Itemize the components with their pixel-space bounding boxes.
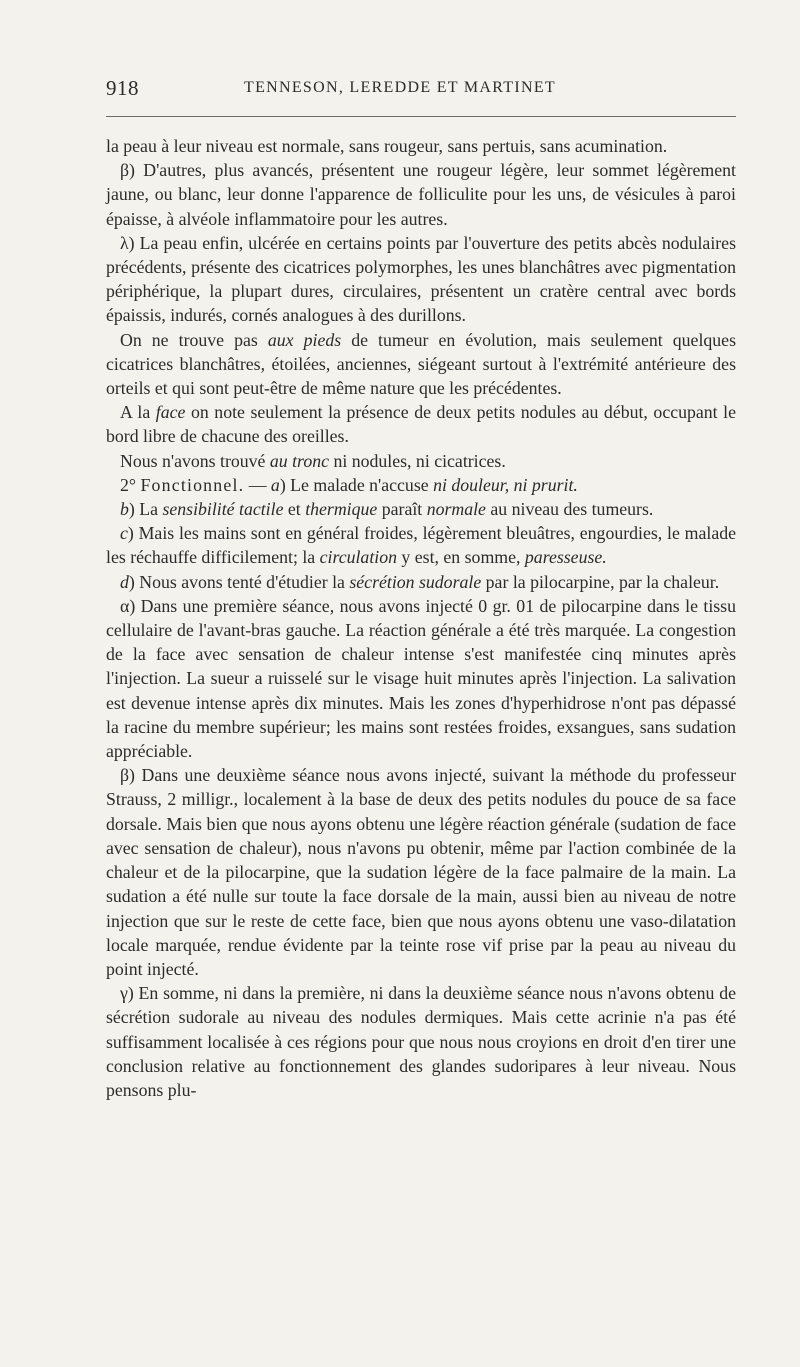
text-run: par la pilocarpine, par la chaleur. bbox=[481, 571, 720, 592]
italic-text-run: circulation bbox=[319, 547, 397, 568]
italic-text-run: face bbox=[155, 402, 186, 423]
paragraph bbox=[106, 449, 736, 473]
text-run: ni nodules, ni cicatrices. bbox=[329, 450, 506, 471]
text-run: ) Mais les mains sont en général froides, légèrement bleuâtres, engourdies, le malade les réchauffe difficilement; la bbox=[106, 523, 736, 568]
text-run: On ne trouve pas bbox=[120, 329, 268, 350]
text-run: λ) La peau enfin, ulcérée en certains points par l'ouverture des petits abcès nodulaires précédents, présente des cicatrices polymorphes, les unes blanchâtres avec pigmentation périphérique, la plupart dures, circulaires, présentent un cratère central avec bords épaissis, indurés, cornés analogues à des durillons. bbox=[106, 232, 736, 326]
text-run: la peau à leur niveau est normale, sans rougeur, sans pertuis, sans acumination. bbox=[106, 136, 668, 156]
page-number: 918 bbox=[106, 76, 139, 100]
paragraph bbox=[106, 981, 736, 1102]
paragraph bbox=[106, 328, 736, 401]
italic-text-run: ni douleur, ni prurit. bbox=[433, 474, 578, 495]
running-title: TENNESON, LEREDDE ET MARTINET bbox=[244, 79, 556, 96]
text-run: de tumeur en évolution, mais seulement quelques cicatrices blanchâtres, étoilées, anciennes, siégeant surtout à l'extrémité antérieure des orteils et qui sont peut-être de même nature que les précédentes. bbox=[106, 329, 736, 399]
paragraph bbox=[106, 594, 736, 763]
italic-text-run: thermique bbox=[305, 499, 378, 520]
text-run: β) D'autres, plus avancés, présentent une rougeur légère, leur sommet légèrement jaune, ou blanc, leur donne l'apparence de folliculite pour les uns, de vésicules à paroi épaisse, à alvéole inflammatoire pour les autres. bbox=[106, 160, 736, 229]
text-run: ) Le malade n'accuse bbox=[279, 474, 434, 495]
text-run: au niveau des tumeurs. bbox=[485, 499, 654, 520]
text-run: 2° bbox=[120, 474, 141, 495]
paragraph bbox=[106, 231, 736, 328]
italic-text-run: au tronc bbox=[269, 450, 329, 471]
text-run: β) Dans une deuxième séance nous avons injecté, suivant la méthode du professeur Strauss, 2 milligr., localement à la base de deux des petits nodules du pouce de sa face dorsale. Mais bien que nous ayons obtenu une légère réaction générale (sudation de face avec sensation de chaleur), nous n'avons pu obtenir, même par l'action combinée de la chaleur et de la pilocarpine, que la sudation légère de la face palmaire de la main. La sudation a été nulle sur toute la face dorsale de la main, aussi bien au niveau de notre injection que sur le reste de cette face, bien que nous ayons obtenu une vaso-dilatation locale marquée, rendue évidente par la teinte rose vif prise par la peau au niveau du point injecté. bbox=[106, 765, 736, 979]
body-text bbox=[106, 134, 736, 1102]
text-run: paraît bbox=[377, 499, 427, 520]
italic-text-run: c bbox=[120, 523, 128, 544]
italic-text-run: sécrétion sudorale bbox=[349, 571, 482, 592]
text-run: γ) En somme, ni dans la première, ni dans la deuxième séance nous n'avons obtenu de sécrétion sudorale au niveau des nodules dermiques. Mais cette acrinie n'a pas été suffisamment localisée à ces régions pour que nous nous croyions en droit d'en tirer une conclusion relative au fonctionnement des glandes sudoripares à leur niveau. Nous pensons plu- bbox=[106, 983, 736, 1100]
italic-text-run: a bbox=[270, 474, 280, 495]
text-run: y est, en somme, bbox=[396, 547, 525, 568]
text-run: et bbox=[283, 499, 306, 520]
text-run: ) Nous avons tenté d'étudier la bbox=[128, 571, 350, 592]
text-run: α) Dans une première séance, nous avons injecté 0 gr. 01 de pilocarpine dans le tissu cellulaire de l'avant-bras gauche. La réaction générale a été très marquée. La congestion de la face avec sensation de chaleur intense s'est manifestée cinq minutes après l'injection. La sueur a ruisselé sur le visage huit minutes après l'injection. La salivation est devenue intense après dix minutes. Mais les zones d'hyperhidrose n'ont pas dépassé la racine du membre supérieur; les mains sont restées froides, exsangues, sans sudation appréciable. bbox=[106, 595, 736, 762]
paragraph bbox=[106, 158, 736, 231]
paragraph bbox=[106, 400, 736, 448]
italic-text-run: paresseuse. bbox=[524, 547, 607, 568]
paragraph bbox=[106, 570, 736, 594]
text-run: A la bbox=[120, 402, 156, 423]
paragraph bbox=[106, 134, 736, 158]
text-run: — bbox=[244, 474, 271, 495]
text-run: ) La bbox=[128, 499, 163, 520]
paragraph bbox=[106, 763, 736, 981]
italic-text-run: normale bbox=[426, 499, 486, 520]
text-run: Nous n'avons trouvé bbox=[120, 450, 270, 471]
header-rule bbox=[106, 116, 736, 117]
italic-text-run: aux pieds bbox=[267, 329, 342, 350]
italic-text-run: sensibilité tactile bbox=[162, 499, 284, 520]
page-header bbox=[106, 76, 736, 110]
paragraph bbox=[106, 497, 736, 521]
paragraph bbox=[106, 521, 736, 569]
italic-text-run: b bbox=[120, 499, 129, 520]
text-run: Fonctionnel. bbox=[140, 474, 245, 495]
italic-text-run: d bbox=[120, 571, 129, 592]
text-run: on note seulement la présence de deux petits nodules au début, occupant le bord libre de chacune des oreilles. bbox=[106, 402, 736, 447]
paragraph bbox=[106, 473, 736, 497]
